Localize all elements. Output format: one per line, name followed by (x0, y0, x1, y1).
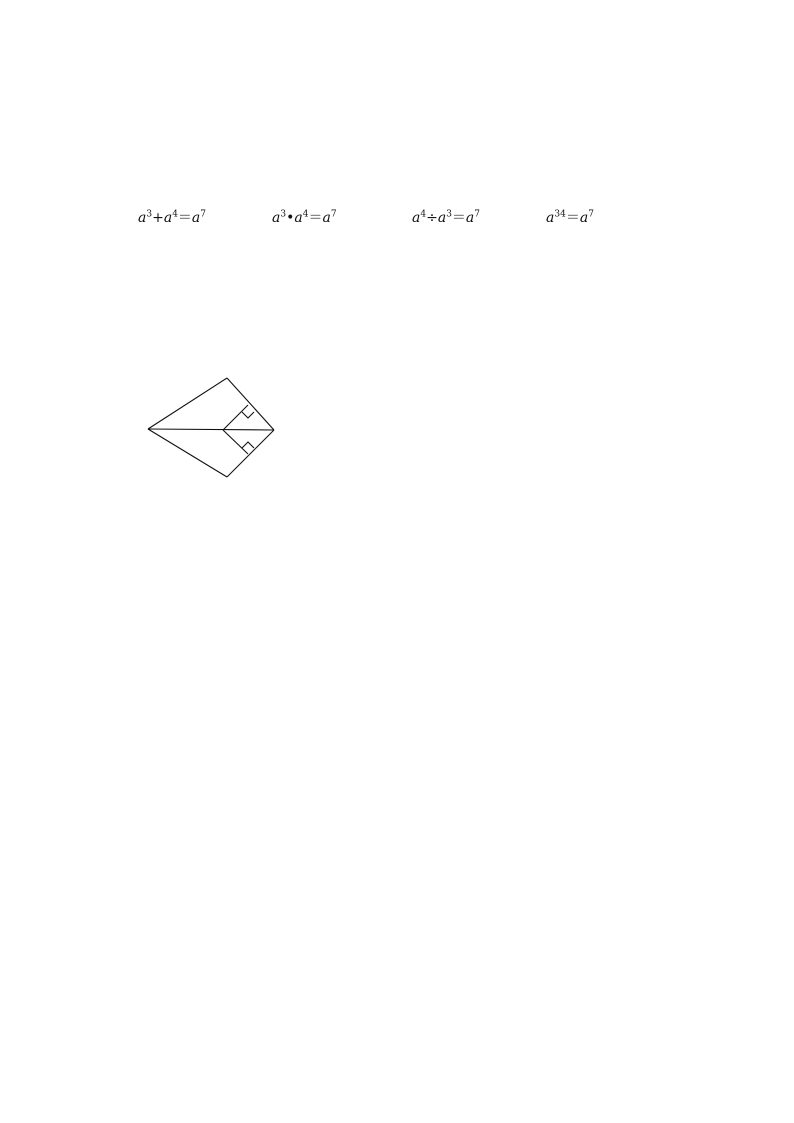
q3-edge-cd (227, 430, 274, 477)
q3-segment-pf (223, 430, 248, 454)
q3-edge-ab (148, 378, 227, 429)
q3-figure (130, 360, 300, 495)
q1-option-a: $a^3+a^4=a^7$ (138, 209, 207, 226)
q3-right-angle-e (242, 412, 254, 418)
q3-edge-bc (227, 378, 274, 430)
q1-option-d: $a^{34}=a^7$ (546, 209, 594, 226)
q3-edge-da (148, 429, 227, 477)
q3-segment-pe (223, 405, 248, 430)
q1-option-c: $a^4\div a^3=a^7$ (412, 209, 481, 226)
q1-option-b: $a^3•a^4=a^7$ (272, 209, 337, 226)
q3-right-angle-f (242, 442, 254, 448)
q3-diagonal-ac (148, 429, 274, 430)
